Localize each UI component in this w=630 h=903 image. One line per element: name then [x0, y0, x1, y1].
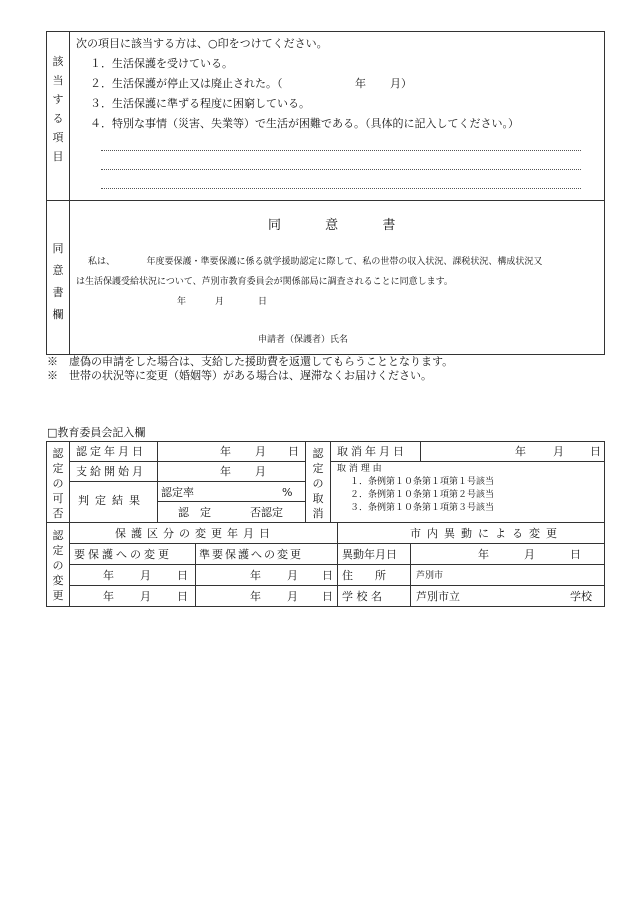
- side-char: 消: [312, 507, 324, 520]
- side-char: 取: [312, 492, 324, 505]
- side-char: 該: [52, 55, 64, 68]
- side-char: 更: [52, 589, 64, 602]
- to-semi-label: 準要保護への変更: [199, 548, 303, 561]
- detail-line-3[interactable]: [101, 188, 581, 189]
- item2-month: 月）: [390, 77, 412, 90]
- side-char: 同: [52, 242, 64, 255]
- move-date-month: 月: [524, 548, 535, 561]
- office-heading: □教育委員会記入欄: [47, 426, 146, 439]
- detail-line-1[interactable]: [101, 150, 581, 151]
- required-date-day-1: 日: [177, 569, 188, 582]
- move-date-day: 日: [570, 548, 581, 561]
- approval-side-label: [47, 446, 69, 521]
- change-col-line: [195, 543, 196, 607]
- semi-date-day-1: 日: [322, 569, 333, 582]
- side-char: 項: [52, 131, 64, 144]
- required-date-day-2: 日: [177, 590, 188, 603]
- cancel-col-line: [330, 441, 331, 522]
- approval-row-line: [157, 501, 305, 502]
- side-char: す: [52, 93, 64, 106]
- start-month-label: 支給開始月: [76, 465, 146, 478]
- semi-date-year-1: 年: [250, 569, 261, 582]
- approve-option[interactable]: 認 定: [178, 506, 211, 519]
- side-char: 認: [52, 447, 64, 460]
- school-suffix: 学校: [570, 590, 592, 603]
- change-col-line: [410, 543, 411, 607]
- applicable-item-1[interactable]: １．生活保護を受けている。: [90, 57, 233, 70]
- side-char: の: [52, 477, 64, 490]
- side-char: 可: [52, 492, 64, 505]
- approval-col-line: [157, 441, 158, 522]
- title-char: 書: [382, 218, 396, 233]
- applicable-side-label: [47, 52, 69, 166]
- side-char: 定: [312, 462, 324, 475]
- rate-percent[interactable]: %: [282, 486, 293, 499]
- semi-date-day-2: 日: [322, 590, 333, 603]
- cancel-reason-2[interactable]: ２．条例第１０条第１項第２号該当: [350, 490, 495, 500]
- side-char: の: [312, 477, 324, 490]
- approval-date-label: 認定年月日: [76, 445, 146, 458]
- move-date-label: 異動年月日: [342, 548, 397, 561]
- required-date-month-1: 月: [140, 569, 151, 582]
- reject-option[interactable]: 否認定: [250, 506, 283, 519]
- to-required-label: 要保護への変更: [74, 548, 172, 561]
- result-label: 判定結果: [78, 494, 146, 507]
- applicable-instruction: 次の項目に該当する方は、○印をつけてください。: [76, 37, 328, 50]
- semi-date-month-1: 月: [287, 569, 298, 582]
- cancel-side-label: [306, 446, 330, 521]
- consent-date-day: 日: [258, 297, 268, 307]
- cancel-date-label: 取消年月日: [337, 445, 407, 458]
- side-char: 認: [312, 447, 324, 460]
- consent-signer: 申請者（保護者）氏名: [258, 335, 349, 345]
- school-value[interactable]: 芦別市立: [416, 590, 460, 603]
- side-char: 意: [52, 264, 64, 277]
- title-char: 同: [268, 218, 282, 233]
- cancel-row-line: [330, 461, 605, 462]
- cancel-col-line: [420, 441, 421, 461]
- side-char: 目: [52, 150, 64, 163]
- applicable-item-3[interactable]: ３．生活保護に準ずる程度に困窮している。: [90, 97, 310, 110]
- approval-date-year: 年: [220, 445, 231, 458]
- side-char: 書: [52, 286, 64, 299]
- approval-date-day: 日: [288, 445, 299, 458]
- consent-side-label: [47, 238, 69, 326]
- approval-side-divider: [69, 441, 70, 607]
- change-side-label: [47, 528, 69, 603]
- note-1: ※ 虚偽の申請をした場合は、支給した援助費を返還してもらうこととなります。: [47, 355, 454, 368]
- required-date-year-2: 年: [103, 590, 114, 603]
- school-label: 学 校 名: [342, 590, 382, 603]
- office-row-divider: [46, 522, 605, 523]
- approval-date-month: 月: [255, 445, 266, 458]
- detail-line-2[interactable]: [101, 169, 581, 170]
- consent-date-year: 年: [177, 297, 187, 307]
- semi-date-month-2: 月: [287, 590, 298, 603]
- cancel-date-month: 月: [553, 445, 564, 458]
- approval-row-line: [69, 461, 305, 462]
- side-char: 定: [52, 462, 64, 475]
- applicable-item-2[interactable]: ２．生活保護が停止又は廃止された。（: [90, 77, 283, 90]
- consent-body-line-1: 私は、 年度要保護・準要保護に係る就学援助認定に際して、私の世帯の収入状況、課税状況、構成状況又: [88, 257, 543, 267]
- move-header: 市内異動による変更: [410, 527, 563, 540]
- title-char: 意: [325, 218, 339, 233]
- consent-title: [268, 214, 395, 233]
- start-month: 月: [255, 465, 266, 478]
- change-date-header: 保護区分の変更年月日: [115, 527, 275, 540]
- change-col-line: [337, 522, 338, 607]
- address-value[interactable]: 芦別市: [416, 571, 444, 581]
- side-char: 認: [52, 529, 64, 542]
- rate-label: 認定率: [161, 486, 194, 499]
- note-2: ※ 世帯の状況等に変更（婚姻等）がある場合は、遅滞なくお届けください。: [47, 369, 432, 382]
- required-date-year-1: 年: [103, 569, 114, 582]
- side-char: 否: [52, 507, 64, 520]
- start-year: 年: [220, 465, 231, 478]
- side-char: 定: [52, 544, 64, 557]
- side-char: 欄: [52, 308, 64, 321]
- consent-body-line-2: は生活保護受給状況について、芦別市教育委員会が関係部局に調査されることに同意します。: [76, 277, 453, 287]
- move-date-year: 年: [478, 548, 489, 561]
- item2-year: 年: [355, 77, 366, 90]
- applicable-item-4[interactable]: ４．特別な事情（災害、失業等）で生活が困難である。（具体的に記入してください。）: [90, 117, 519, 130]
- side-char: 変: [52, 574, 64, 587]
- cancel-date-year: 年: [515, 445, 526, 458]
- side-char: 当: [52, 74, 64, 87]
- cancel-reason-3[interactable]: ３．条例第１０条第１項第３号該当: [350, 503, 495, 513]
- address-label: 住 所: [342, 569, 386, 582]
- consent-date-month: 月: [215, 297, 225, 307]
- required-date-month-2: 月: [140, 590, 151, 603]
- approval-row-line: [69, 481, 305, 482]
- side-char: の: [52, 559, 64, 572]
- cancel-reason-label: 取 消 理 由: [337, 464, 382, 474]
- cancel-reason-1[interactable]: １．条例第１０条第１項第１号該当: [350, 477, 495, 487]
- side-char: る: [52, 112, 64, 125]
- semi-date-year-2: 年: [250, 590, 261, 603]
- cancel-date-day: 日: [590, 445, 601, 458]
